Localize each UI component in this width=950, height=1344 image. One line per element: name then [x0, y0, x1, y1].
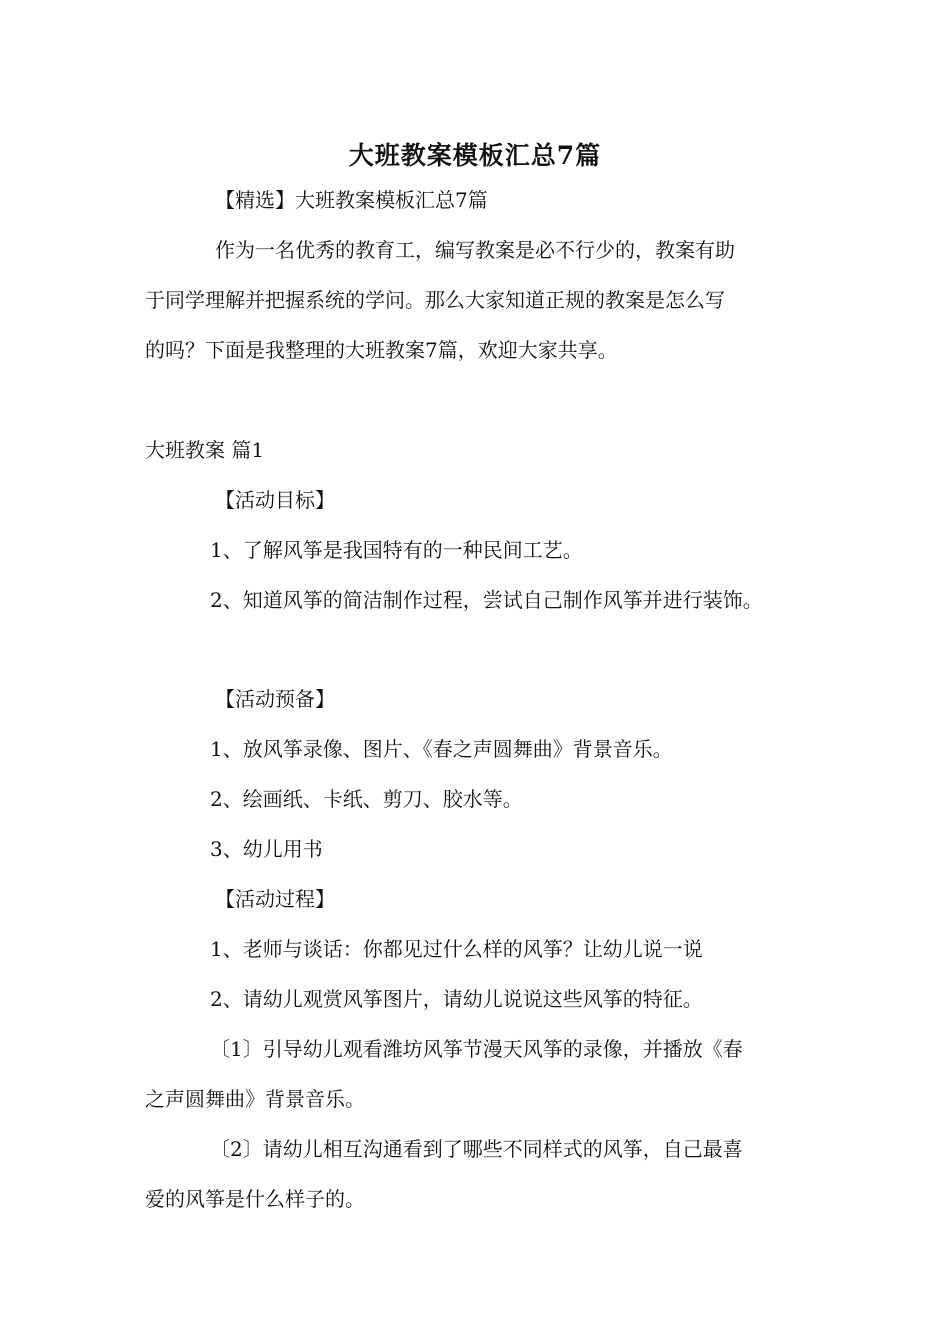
intro-line-3: 的吗？下面是我整理的大班教案7篇，欢迎大家共享。: [145, 338, 618, 362]
process-sub2-line-2: 爱的风筝是什么样子的。: [145, 1187, 365, 1211]
process-sub1-line-1: 〔1〕引导幼儿观看潍坊风筝节漫天风筝的录像，并播放《春: [210, 1037, 743, 1061]
process-item-1: 1、老师与谈话：你都见过什么样的风筝？让幼儿说一说: [210, 937, 703, 961]
intro-line-2: 于同学理解并把握系统的学问。那么大家知道正规的教案是怎么写: [145, 288, 725, 312]
process-item-2: 2、请幼儿观赏风筝图片，请幼儿说说这些风筝的特征。: [210, 987, 703, 1011]
prep-item-3: 3、幼儿用书: [210, 837, 323, 861]
process-heading: 【活动过程】: [215, 887, 335, 911]
document-title: 大班教案模板汇总7篇: [348, 141, 602, 170]
prep-heading: 【活动预备】: [215, 687, 335, 711]
process-sub2-line-1: 〔2〕请幼儿相互沟通看到了哪些不同样式的风筝，自己最喜: [210, 1137, 743, 1161]
goal-item-2: 2、知道风筝的简洁制作过程，尝试自己制作风筝并进行装饰。: [210, 588, 763, 612]
prep-item-1: 1、放风筝录像、图片、《春之声圆舞曲》背景音乐。: [210, 737, 673, 761]
subtitle: 【精选】大班教案模板汇总7篇: [215, 188, 488, 212]
section-heading: 大班教案 篇1: [145, 438, 265, 462]
goal-item-1: 1、了解风筝是我国特有的一种民间工艺。: [210, 538, 583, 562]
goals-heading: 【活动目标】: [215, 488, 335, 512]
process-sub1-line-2: 之声圆舞曲》背景音乐。: [145, 1087, 365, 1111]
prep-item-2: 2、绘画纸、卡纸、剪刀、胶水等。: [210, 787, 523, 811]
intro-line-1: 作为一名优秀的教育工，编写教案是必不行少的，教案有助: [215, 238, 735, 262]
